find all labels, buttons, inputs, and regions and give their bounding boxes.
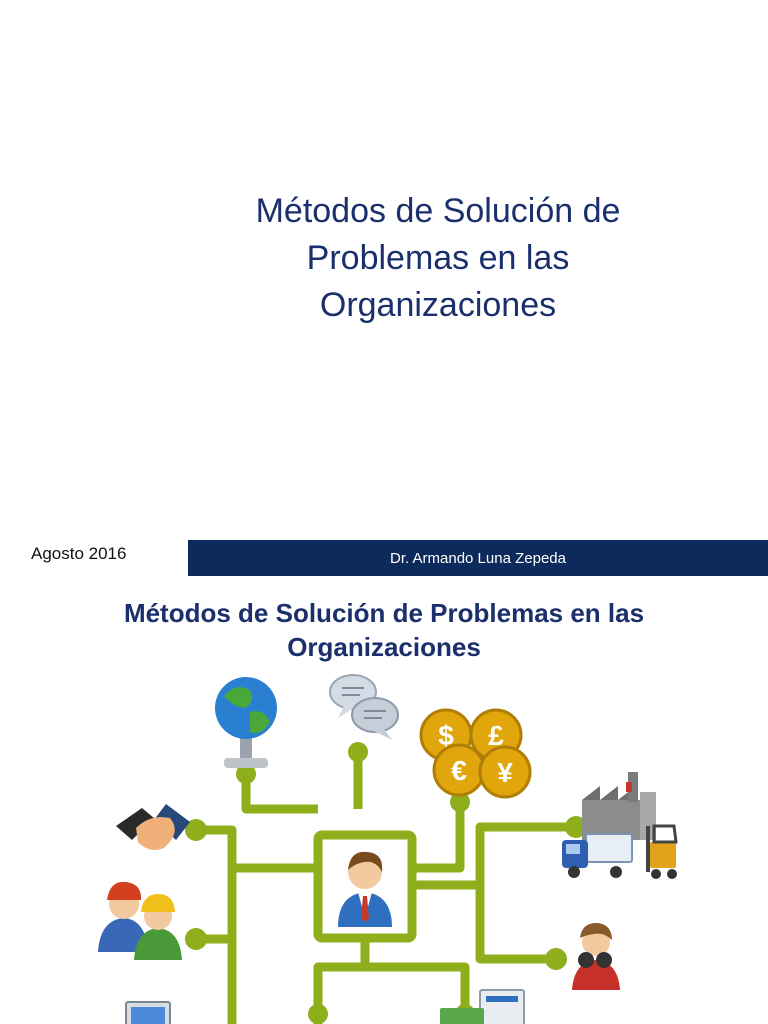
slide-title [200,188,676,329]
author-bar [188,540,768,576]
slide-date: Agosto 2016 [31,544,127,563]
computer-icon [126,1002,170,1024]
speech-bubbles-icon [330,675,398,740]
title-line-1: Métodos de Solución de [255,192,621,230]
svg-text:¥: ¥ [497,757,513,788]
diagram-title-line-1: Métodos de Solución de Problemas en las [123,598,645,628]
svg-text:£: £ [488,720,504,751]
globe-icon [215,677,277,768]
handshake-icon [116,804,190,850]
svg-text:$: $ [438,720,454,751]
diagram-slide-title [40,596,728,664]
title-line-2: Problemas en las [306,239,570,277]
delivery-truck-icon [562,834,632,878]
svg-text:€: € [451,755,467,786]
diagram-title-line-2: Organizaciones [287,632,481,662]
currency-coins-icon [421,710,530,797]
title-line-3: Organizaciones [319,286,557,324]
binoculars-person-icon [572,923,620,990]
diagram-slide [0,582,768,1024]
workers-icon [98,882,182,960]
money-icon [440,990,524,1024]
factory-icon [582,772,656,840]
author-name: Dr. Armando Luna Zepeda [390,550,566,567]
